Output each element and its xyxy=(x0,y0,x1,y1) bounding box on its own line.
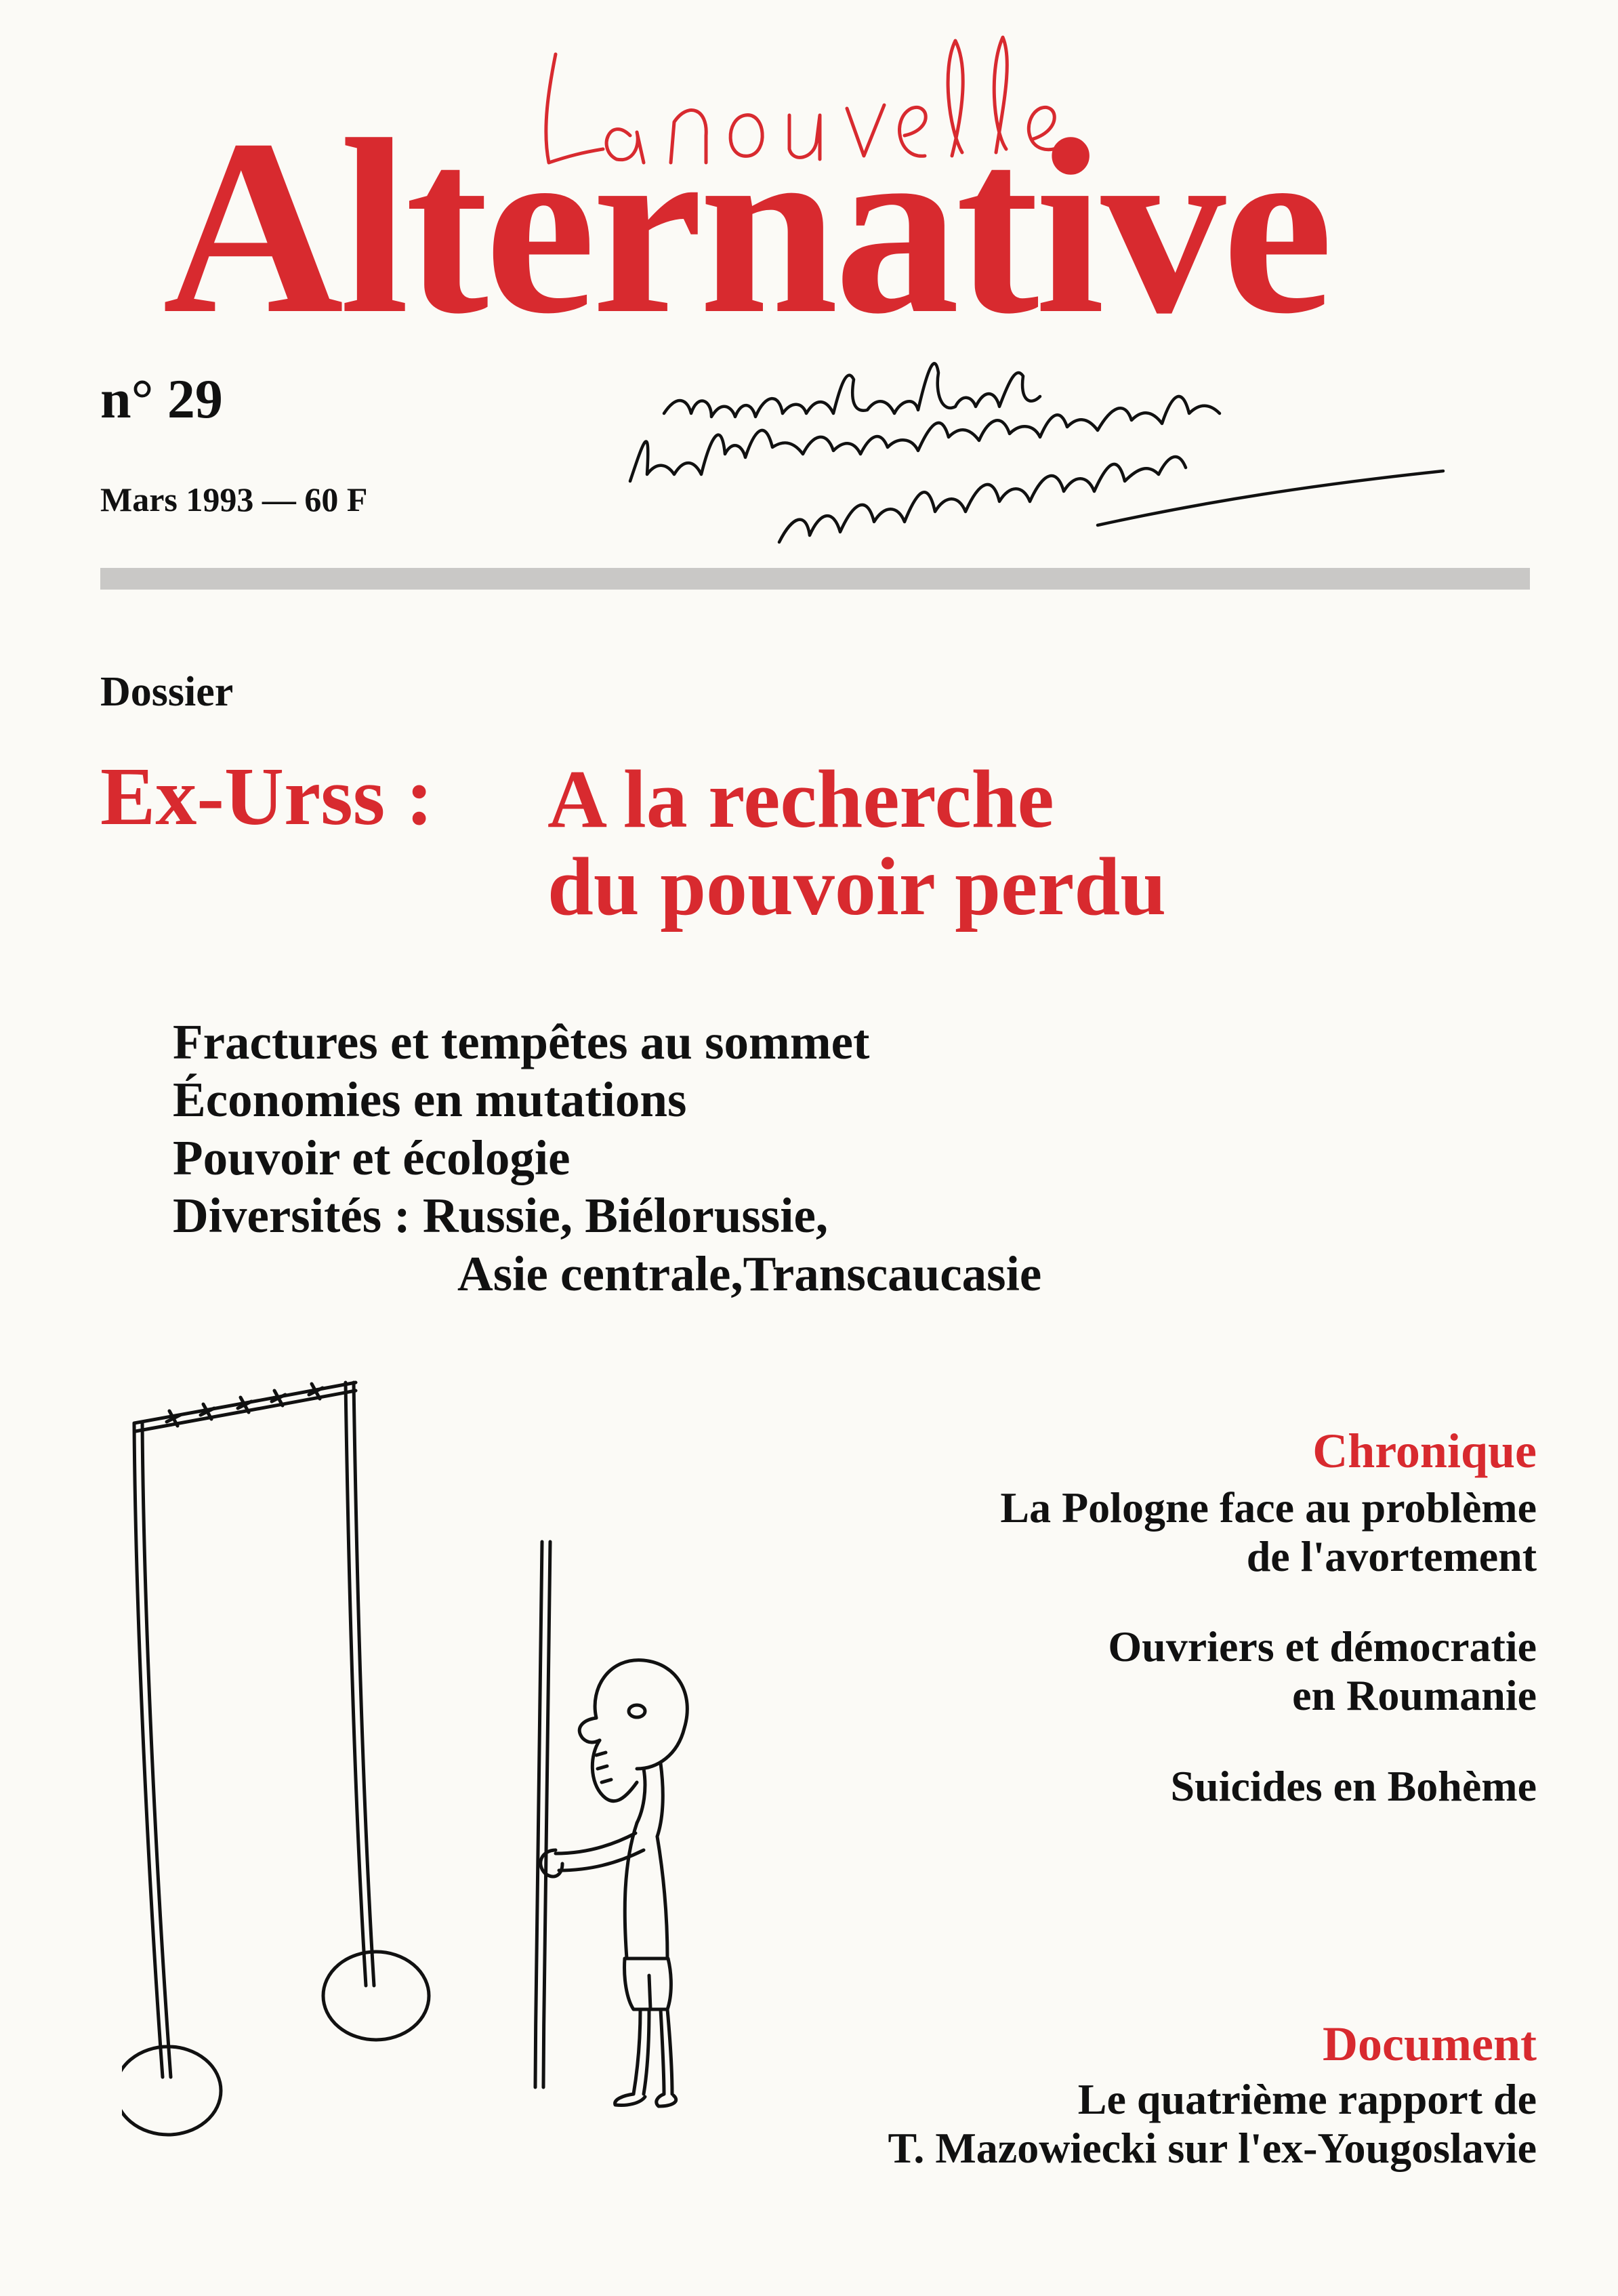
issue-number: n° 29 xyxy=(100,368,223,430)
chronique-item xyxy=(1000,1762,1537,1811)
dossier-topic: Pouvoir et écologie xyxy=(173,1130,571,1185)
chronique-item-line: en Roumanie xyxy=(1292,1671,1537,1720)
document-heading: Document xyxy=(1323,2017,1537,2071)
magazine-logo: Alternative xyxy=(163,88,1329,366)
dossier-title-line: A la recherche xyxy=(547,754,1054,845)
document-item-line: T. Mazowiecki sur l'ex-Yougoslavie xyxy=(888,2123,1537,2172)
dossier-title-line: du pouvoir perdu xyxy=(547,841,1167,933)
chronique-item-line: de l'avortement xyxy=(1246,1532,1537,1580)
dossier-title xyxy=(547,756,1166,931)
chronique-item-line: Suicides en Bohème xyxy=(1170,1761,1537,1810)
handwritten-tagline xyxy=(610,339,1531,556)
chronique-heading: Chronique xyxy=(1312,1424,1537,1478)
cartoon-man-with-pole-icon xyxy=(122,1349,732,2141)
chronique-item xyxy=(1000,1483,1537,1580)
dossier-topic: Diversités : Russie, Biélorussie, xyxy=(173,1188,829,1244)
header-divider xyxy=(100,568,1530,590)
document-item-line: Le quatrième rapport de xyxy=(1077,2075,1537,2123)
chronique-item xyxy=(1000,1622,1537,1719)
dossier-title-prefix: Ex-Urss : xyxy=(100,751,434,842)
dossier-topic: Économies en mutations xyxy=(173,1072,687,1128)
document-section xyxy=(888,2017,1537,2172)
dossier-label: Dossier xyxy=(100,669,234,715)
chronique-item-line: La Pologne face au problème xyxy=(1000,1483,1537,1532)
dossier-topic: Asie centrale,Transcaucasie xyxy=(457,1246,1042,1301)
document-item xyxy=(888,2075,1537,2172)
dossier-topic: Fractures et tempêtes au sommet xyxy=(173,1014,870,1069)
issue-date-price: Mars 1993 — 60 F xyxy=(100,480,368,518)
chronique-item-line: Ouvriers et démocratie xyxy=(1108,1622,1537,1671)
chronique-section xyxy=(1000,1424,1537,1810)
dossier-topics xyxy=(173,1013,1041,1303)
